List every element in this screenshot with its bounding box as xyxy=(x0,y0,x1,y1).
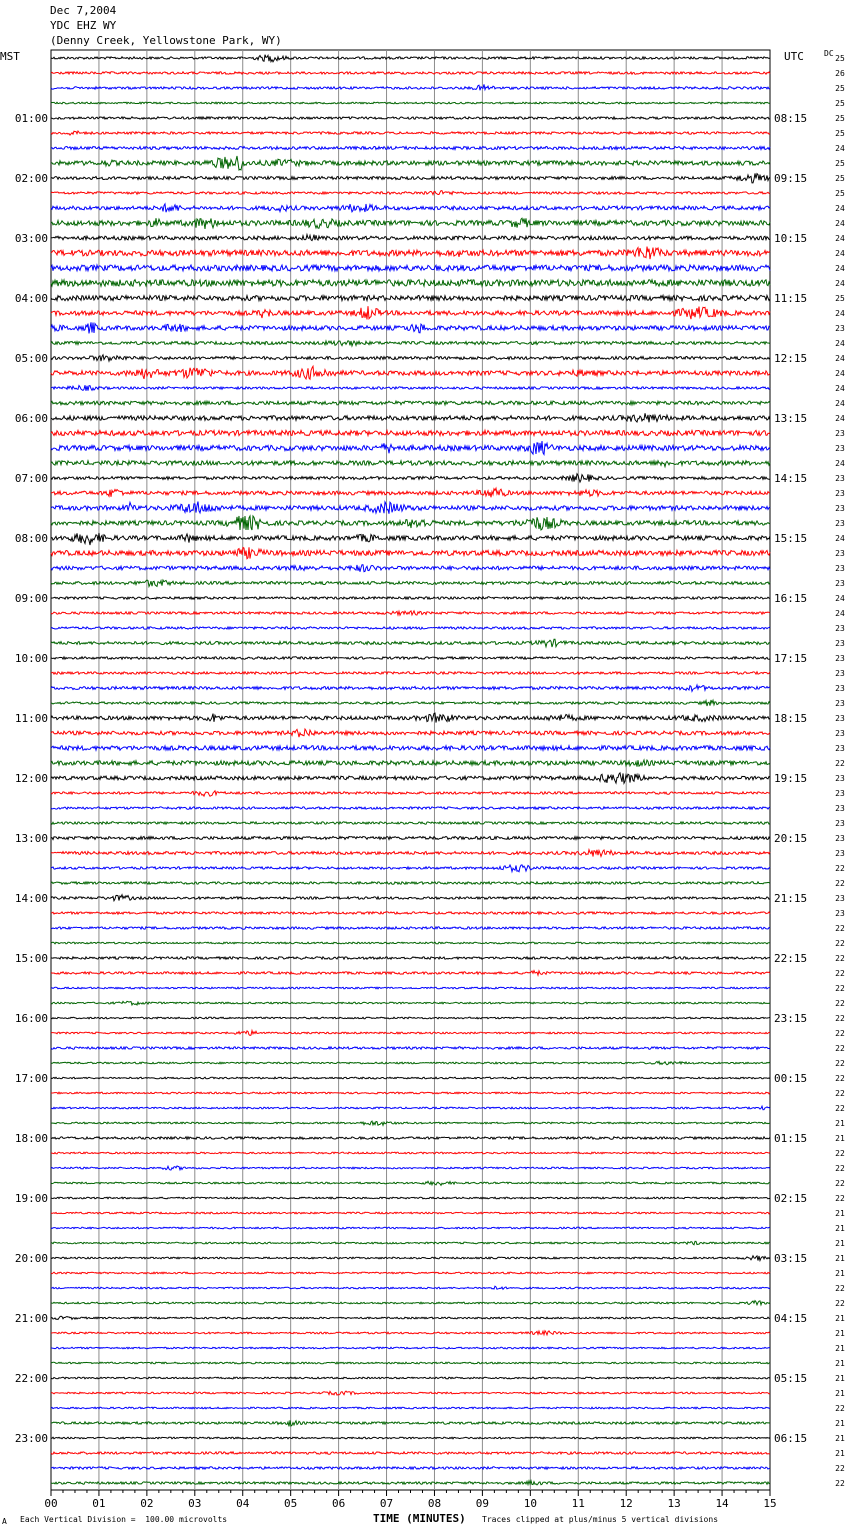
dc-offset-label: 21 xyxy=(835,1314,845,1323)
dc-offset-label: 22 xyxy=(835,924,845,933)
x-tick-label: 10 xyxy=(523,1497,537,1510)
trace-row xyxy=(51,1286,770,1289)
dc-offset-label: 23 xyxy=(835,729,845,738)
dc-offset-label: 22 xyxy=(835,984,845,993)
dc-offset-label: 23 xyxy=(835,474,845,483)
dc-offset-label: 21 xyxy=(835,1389,845,1398)
x-tick-label: 01 xyxy=(92,1497,106,1510)
dc-offset-label: 21 xyxy=(835,1359,845,1368)
left-timezone-label: MST xyxy=(0,50,20,63)
dc-offset-label: 24 xyxy=(835,249,845,258)
trace-row xyxy=(51,729,770,737)
trace-row xyxy=(51,822,770,824)
left-hour-label: 13:00 xyxy=(14,832,48,845)
x-tick-label: 12 xyxy=(619,1497,633,1510)
left-hour-label: 18:00 xyxy=(14,1132,48,1145)
left-hour-label: 20:00 xyxy=(14,1252,48,1265)
trace-row xyxy=(51,912,770,914)
trace-row xyxy=(51,131,770,135)
dc-offset-label: 23 xyxy=(835,549,845,558)
dc-offset-label: 23 xyxy=(835,624,845,633)
left-hour-label: 02:00 xyxy=(14,172,48,185)
trace-row xyxy=(51,773,770,783)
dc-offset-label: 23 xyxy=(835,909,845,918)
trace-row xyxy=(51,1077,770,1079)
right-hour-label: 03:15 xyxy=(774,1252,808,1265)
left-hour-label: 15:00 xyxy=(14,952,48,965)
x-tick-label: 13 xyxy=(667,1497,681,1510)
dc-offset-label: 23 xyxy=(835,654,845,663)
dc-offset-label: 21 xyxy=(835,1329,845,1338)
right-hour-label: 12:15 xyxy=(774,352,808,365)
trace-row xyxy=(51,488,770,497)
station-code: YDC EHZ WY xyxy=(50,19,117,32)
dc-offset-label: 24 xyxy=(835,144,845,153)
trace-row xyxy=(51,295,770,300)
dc-offset-label: 21 xyxy=(835,1374,845,1383)
trace-row xyxy=(51,102,770,104)
scale-note: Each Vertical Division = 100.00 microvolts xyxy=(20,1515,228,1524)
dc-offset-label: 23 xyxy=(835,744,845,753)
right-hour-label: 13:15 xyxy=(774,412,808,425)
trace-row xyxy=(51,1331,770,1335)
chart-date: Dec 7,2004 xyxy=(50,4,117,17)
x-tick-label: 02 xyxy=(140,1497,154,1510)
dc-offset-label: 23 xyxy=(835,669,845,678)
trace-row xyxy=(51,461,770,467)
trace-row xyxy=(51,1467,770,1469)
trace-row xyxy=(51,1420,770,1426)
dc-offset-label: 24 xyxy=(835,399,845,408)
trace-row xyxy=(51,1001,770,1005)
dc-offset-label: 24 xyxy=(835,384,845,393)
trace-row xyxy=(51,1272,770,1274)
trace-row xyxy=(51,191,770,195)
trace-row xyxy=(51,441,770,455)
trace-row xyxy=(51,1481,770,1485)
dc-offset-label: 22 xyxy=(835,1299,845,1308)
trace-row xyxy=(51,1437,770,1439)
dc-offset-label: 21 xyxy=(835,1224,845,1233)
trace-row xyxy=(51,927,770,929)
trace-row xyxy=(51,72,770,74)
dc-offset-label: 23 xyxy=(835,639,845,648)
dc-offset-label: 24 xyxy=(835,204,845,213)
right-hour-label: 17:15 xyxy=(774,652,808,665)
dc-offset-label: 21 xyxy=(835,1239,845,1248)
dc-offset-label: 23 xyxy=(835,564,845,573)
trace-row xyxy=(51,1166,770,1170)
x-tick-label: 03 xyxy=(188,1497,202,1510)
right-hour-label: 08:15 xyxy=(774,112,808,125)
dc-offset-label: 21 xyxy=(835,1269,845,1278)
trace-row xyxy=(51,147,770,150)
trace-row xyxy=(51,597,770,599)
right-hour-label: 05:15 xyxy=(774,1372,808,1385)
trace-row xyxy=(51,1181,770,1185)
dc-offset-label: 22 xyxy=(835,1044,845,1053)
trace-row xyxy=(51,1256,770,1261)
dc-offset-label: 22 xyxy=(835,1059,845,1068)
trace-row xyxy=(51,533,770,545)
left-hour-label: 21:00 xyxy=(14,1312,48,1325)
right-hour-label: 09:15 xyxy=(774,172,808,185)
right-hour-label: 22:15 xyxy=(774,952,808,965)
dc-offset-label: 22 xyxy=(835,1479,845,1488)
trace-row xyxy=(51,55,770,62)
trace-row xyxy=(51,204,770,212)
dc-offset-label: 23 xyxy=(835,504,845,513)
x-tick-label: 09 xyxy=(475,1497,490,1510)
dc-offset-label: 22 xyxy=(835,1029,845,1038)
right-hour-label: 10:15 xyxy=(774,232,808,245)
trace-row xyxy=(51,366,770,379)
trace-row xyxy=(51,1407,770,1409)
dc-offset-label: 22 xyxy=(835,1464,845,1473)
dc-offset-label: 23 xyxy=(835,714,845,723)
x-tick-label: 08 xyxy=(427,1497,442,1510)
trace-row xyxy=(51,322,770,333)
right-hour-label: 02:15 xyxy=(774,1192,808,1205)
trace-row xyxy=(51,413,770,422)
left-hour-label: 11:00 xyxy=(14,712,48,725)
left-hour-label: 19:00 xyxy=(14,1192,48,1205)
dc-offset-label: 23 xyxy=(835,519,845,528)
right-hour-label: 11:15 xyxy=(774,292,808,305)
x-tick-label: 00 xyxy=(44,1497,58,1510)
left-hour-label: 04:00 xyxy=(14,292,48,305)
trace-row xyxy=(51,1241,770,1244)
right-hour-label: 21:15 xyxy=(774,892,808,905)
trace-row xyxy=(51,1197,770,1199)
trace-row xyxy=(51,627,770,629)
dc-offset-label: 21 xyxy=(835,1209,845,1218)
trace-row xyxy=(51,1452,770,1454)
dc-offset-label: 24 xyxy=(835,414,845,423)
right-hour-label: 20:15 xyxy=(774,832,808,845)
dc-offset-label: 21 xyxy=(835,1119,845,1128)
dc-offset-label: 22 xyxy=(835,969,845,978)
dc-offset-label: 22 xyxy=(835,954,845,963)
trace-row xyxy=(51,672,770,674)
trace-row xyxy=(51,385,770,391)
x-tick-label: 05 xyxy=(284,1497,298,1510)
dc-column-label: DC xyxy=(824,49,834,58)
left-hour-label: 06:00 xyxy=(14,412,48,425)
right-hour-label: 19:15 xyxy=(774,772,808,785)
trace-row xyxy=(51,1301,770,1305)
left-hour-label: 16:00 xyxy=(14,1012,48,1025)
dc-offset-label: 22 xyxy=(835,1104,845,1113)
dc-offset-label: 25 xyxy=(835,174,845,183)
dc-offset-label: 22 xyxy=(835,1014,845,1023)
right-hour-label: 15:15 xyxy=(774,532,808,545)
dc-offset-label: 23 xyxy=(835,774,845,783)
dc-offset-label: 21 xyxy=(835,1419,845,1428)
trace-row xyxy=(51,1152,770,1154)
trace-row xyxy=(51,760,770,767)
dc-offset-label: 22 xyxy=(835,1284,845,1293)
trace-row xyxy=(51,1316,770,1319)
trace-row xyxy=(51,791,770,796)
dc-offset-label: 23 xyxy=(835,834,845,843)
station-location: (Denny Creek, Yellowstone Park, WY) xyxy=(50,34,282,47)
trace-row xyxy=(51,1391,770,1395)
trace-row xyxy=(51,1047,770,1049)
right-hour-label: 23:15 xyxy=(774,1012,808,1025)
dc-offset-label: 25 xyxy=(835,99,845,108)
trace-row xyxy=(51,173,770,183)
dc-offset-label: 24 xyxy=(835,459,845,468)
dc-offset-label: 24 xyxy=(835,234,845,243)
dc-offset-label: 24 xyxy=(835,594,845,603)
trace-row xyxy=(51,942,770,944)
trace-row xyxy=(51,502,770,514)
trace-row xyxy=(51,895,770,901)
trace-row xyxy=(51,580,770,587)
trace-row xyxy=(51,1106,770,1110)
left-hour-label: 01:00 xyxy=(14,112,48,125)
right-hour-label: 16:15 xyxy=(774,592,808,605)
trace-row xyxy=(51,247,770,260)
trace-row xyxy=(51,700,770,706)
trace-row xyxy=(51,1092,770,1094)
trace-row xyxy=(51,474,770,482)
dc-offset-label: 25 xyxy=(835,114,845,123)
left-hour-label: 05:00 xyxy=(14,352,48,365)
x-tick-label: 04 xyxy=(236,1497,250,1510)
dc-offset-label: 24 xyxy=(835,309,845,318)
dc-offset-label: 23 xyxy=(835,849,845,858)
x-tick-label: 15 xyxy=(763,1497,777,1510)
dc-offset-label: 23 xyxy=(835,684,845,693)
dc-offset-label: 23 xyxy=(835,489,845,498)
dc-offset-label: 22 xyxy=(835,759,845,768)
dc-offset-label: 24 xyxy=(835,264,845,273)
left-hour-label: 10:00 xyxy=(14,652,48,665)
trace-row xyxy=(51,639,770,647)
dc-offset-label: 25 xyxy=(835,54,845,63)
dc-offset-label: 25 xyxy=(835,84,845,93)
dc-offset-label: 21 xyxy=(835,1449,845,1458)
trace-row xyxy=(51,987,770,989)
right-hour-label: 00:15 xyxy=(774,1072,808,1085)
dc-offset-label: 23 xyxy=(835,579,845,588)
trace-row xyxy=(51,547,770,558)
x-axis-title: TIME (MINUTES) xyxy=(373,1512,466,1525)
dc-offset-label: 23 xyxy=(835,444,845,453)
trace-row xyxy=(51,265,770,271)
dc-offset-label: 21 xyxy=(835,1344,845,1353)
left-hour-label: 12:00 xyxy=(14,772,48,785)
right-hour-label: 06:15 xyxy=(774,1432,808,1445)
trace-row xyxy=(51,807,770,809)
dc-offset-label: 23 xyxy=(835,324,845,333)
left-hour-label: 08:00 xyxy=(14,532,48,545)
right-hour-label: 01:15 xyxy=(774,1132,808,1145)
trace-row xyxy=(51,1362,770,1364)
right-timezone-label: UTC xyxy=(784,50,804,63)
dc-offset-label: 24 xyxy=(835,279,845,288)
x-tick-label: 06 xyxy=(331,1497,346,1510)
right-hour-label: 14:15 xyxy=(774,472,808,485)
trace-row xyxy=(51,401,770,405)
trace-row xyxy=(51,1347,770,1349)
dc-offset-label: 22 xyxy=(835,999,845,1008)
dc-offset-label: 22 xyxy=(835,1089,845,1098)
dc-offset-label: 24 xyxy=(835,219,845,228)
dc-offset-label: 25 xyxy=(835,294,845,303)
trace-row xyxy=(51,1031,770,1036)
left-hour-label: 22:00 xyxy=(14,1372,48,1385)
dc-offset-label: 23 xyxy=(835,894,845,903)
dc-offset-label: 23 xyxy=(835,699,845,708)
dc-offset-label: 22 xyxy=(835,1404,845,1413)
dc-offset-label: 24 xyxy=(835,339,845,348)
trace-row xyxy=(51,235,770,241)
trace-row xyxy=(51,430,770,435)
trace-row xyxy=(51,306,770,319)
left-hour-label: 07:00 xyxy=(14,472,48,485)
trace-row xyxy=(51,882,770,884)
dc-offset-label: 23 xyxy=(835,789,845,798)
trace-row xyxy=(51,971,770,976)
trace-row xyxy=(51,611,770,615)
trace-row xyxy=(51,218,770,229)
dc-offset-label: 22 xyxy=(835,939,845,948)
trace-row xyxy=(51,850,770,857)
right-hour-label: 04:15 xyxy=(774,1312,808,1325)
x-tick-label: 07 xyxy=(379,1497,394,1510)
trace-row xyxy=(51,516,770,530)
trace-row xyxy=(51,1227,770,1229)
x-tick-label: 14 xyxy=(715,1497,729,1510)
dc-offset-label: 22 xyxy=(835,879,845,888)
dc-offset-label: 25 xyxy=(835,129,845,138)
dc-offset-label: 23 xyxy=(835,819,845,828)
trace-row xyxy=(51,341,770,346)
dc-offset-label: 26 xyxy=(835,69,845,78)
trace-row xyxy=(51,355,770,361)
left-hour-label: 17:00 xyxy=(14,1072,48,1085)
left-hour-label: 14:00 xyxy=(14,892,48,905)
right-hour-label: 18:15 xyxy=(774,712,808,725)
trace-row xyxy=(51,565,770,572)
dc-offset-label: 23 xyxy=(835,804,845,813)
trace-row xyxy=(51,685,770,691)
x-tick-label: 11 xyxy=(571,1497,585,1510)
dc-offset-label: 22 xyxy=(835,864,845,873)
trace-row xyxy=(51,713,770,723)
dc-offset-label: 25 xyxy=(835,159,845,168)
trace-row xyxy=(51,1212,770,1214)
dc-offset-label: 24 xyxy=(835,369,845,378)
trace-row xyxy=(51,865,770,872)
dc-offset-label: 22 xyxy=(835,1164,845,1173)
trace-row xyxy=(51,280,770,287)
dc-offset-label: 24 xyxy=(835,534,845,543)
trace-row xyxy=(51,746,770,750)
trace-row xyxy=(51,1137,770,1139)
trace-row xyxy=(51,156,770,170)
trace-row xyxy=(51,657,770,659)
dc-offset-label: 24 xyxy=(835,609,845,618)
trace-row xyxy=(51,84,770,90)
left-hour-label: 09:00 xyxy=(14,592,48,605)
corner-mark: A xyxy=(2,1517,7,1526)
dc-offset-label: 25 xyxy=(835,189,845,198)
trace-row xyxy=(51,1017,770,1019)
dc-offset-label: 21 xyxy=(835,1254,845,1263)
dc-offset-label: 22 xyxy=(835,1179,845,1188)
clip-note: Traces clipped at plus/minus 5 vertical divisions xyxy=(482,1515,719,1524)
trace-row xyxy=(51,1061,770,1065)
trace-row xyxy=(51,117,770,119)
dc-offset-label: 24 xyxy=(835,354,845,363)
trace-row xyxy=(51,1377,770,1379)
left-hour-label: 03:00 xyxy=(14,232,48,245)
dc-offset-label: 21 xyxy=(835,1434,845,1443)
trace-row xyxy=(51,837,770,840)
trace-row xyxy=(51,1121,770,1125)
dc-offset-label: 22 xyxy=(835,1194,845,1203)
dc-offset-label: 21 xyxy=(835,1134,845,1143)
dc-offset-label: 23 xyxy=(835,429,845,438)
dc-offset-label: 22 xyxy=(835,1074,845,1083)
left-hour-label: 23:00 xyxy=(14,1432,48,1445)
trace-row xyxy=(51,957,770,959)
dc-offset-label: 22 xyxy=(835,1149,845,1158)
